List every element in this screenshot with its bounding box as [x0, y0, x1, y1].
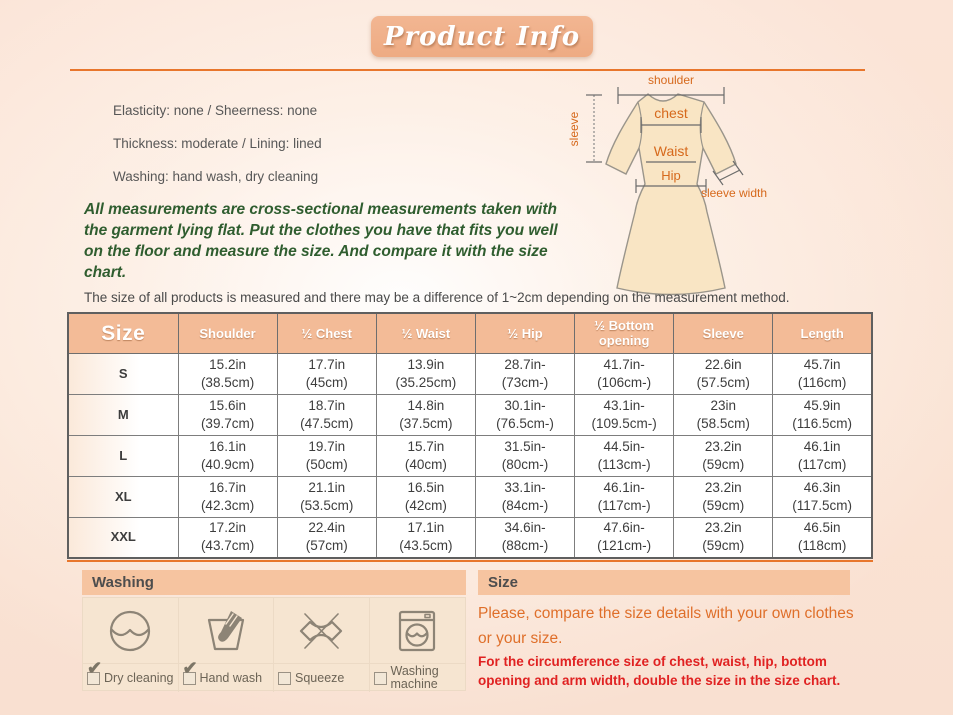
measurement-cell: 22.6in (57.5cm) — [674, 353, 773, 394]
measurement-cell: 46.5in (118cm) — [773, 517, 872, 558]
size-table-header-row — [68, 313, 872, 353]
size-table-body — [68, 353, 872, 558]
dry-cleaning-checkbox[interactable] — [87, 672, 100, 685]
measurement-cell: 15.7in (40cm) — [376, 435, 475, 476]
measurement-cell: 28.7in- (73cm-) — [475, 353, 574, 394]
squeeze-checkbox[interactable] — [278, 672, 291, 685]
measurement-cell: 14.8in (37.5cm) — [376, 394, 475, 435]
measurement-cell: 34.6in- (88cm-) — [475, 517, 574, 558]
washing-machine-label: Washing machine — [390, 664, 439, 691]
measurement-cell: 23.2in (59cm) — [674, 476, 773, 517]
measurement-cell: 15.6in (39.7cm) — [178, 394, 277, 435]
col-header-half-chest: ½ Chest — [277, 313, 376, 353]
size-table-row — [68, 353, 872, 394]
size-label-cell: XXL — [68, 517, 178, 558]
measurement-cell: 13.9in (35.25cm) — [376, 353, 475, 394]
measurement-cell: 31.5in- (80cm-) — [475, 435, 574, 476]
hand-wash-cell — [179, 598, 275, 664]
squeeze-cell — [274, 598, 370, 664]
measurement-cell: 17.1in (43.5cm) — [376, 517, 475, 558]
size-label-cell: XL — [68, 476, 178, 517]
washing-machine-checkbox[interactable] — [374, 672, 387, 685]
measurement-note: All measurements are cross-sectional measurements taken with the garment lying flat. Put the clothes you have that fits you well on the floor and measure the size. And compare it with the size chart. — [84, 201, 558, 281]
sleeve-width-label: sleeve width — [700, 186, 768, 200]
size-table-row — [68, 435, 872, 476]
header-divider — [70, 69, 865, 71]
measurement-cell: 46.1in (117cm) — [773, 435, 872, 476]
size-table-row — [68, 476, 872, 517]
measurement-cell: 44.5in- (113cm-) — [575, 435, 674, 476]
chest-label: chest — [654, 105, 688, 121]
measurement-cell: 19.7in (50cm) — [277, 435, 376, 476]
dress-diagram-svg — [556, 72, 791, 297]
size-label-cell: L — [68, 435, 178, 476]
sleeve-label: sleeve — [567, 111, 581, 147]
shoulder-label: shoulder — [647, 73, 695, 87]
measurement-cell: 15.2in (38.5cm) — [178, 353, 277, 394]
measurement-cell: 16.7in (42.3cm) — [178, 476, 277, 517]
washing-machine-cell — [370, 598, 466, 664]
col-header-sleeve: Sleeve — [674, 313, 773, 353]
measurement-cell: 23.2in (59cm) — [674, 517, 773, 558]
measurement-cell: 21.1in (53.5cm) — [277, 476, 376, 517]
measurement-cell: 46.3in (117.5cm) — [773, 476, 872, 517]
dress-measurement-diagram — [556, 72, 791, 297]
measurement-cell: 43.1in- (109.5cm-) — [575, 394, 674, 435]
measurement-cell: 46.1in- (117cm-) — [575, 476, 674, 517]
size-compare-note: Please, compare the size details with your own clothes or your size. — [478, 605, 854, 647]
hand-wash-label: Hand wash — [199, 670, 263, 685]
squeeze-label: Squeeze — [295, 670, 345, 685]
measurement-cell: 17.2in (43.7cm) — [178, 517, 277, 558]
thickness-lining-line: Thickness: moderate / Lining: lined — [113, 136, 322, 151]
size-label-cell: S — [68, 353, 178, 394]
col-header-length: Length — [773, 313, 872, 353]
measurement-cell: 16.5in (42cm) — [376, 476, 475, 517]
measurement-cell: 47.6in- (121cm-) — [575, 517, 674, 558]
measurement-cell: 45.9in (116.5cm) — [773, 394, 872, 435]
col-header-half-bottom-opening: ½ Bottom opening — [575, 313, 674, 353]
measurement-cell: 18.7in (47.5cm) — [277, 394, 376, 435]
washing-machine-icon — [393, 607, 441, 655]
squeeze-label-cell — [274, 664, 370, 692]
size-table-row — [68, 394, 872, 435]
measurement-cell: 16.1in (40.9cm) — [178, 435, 277, 476]
fabric-details — [113, 104, 322, 203]
size-table-row — [68, 517, 872, 558]
measurement-cell: 30.1in- (76.5cm-) — [475, 394, 574, 435]
measurement-cell: 22.4in (57cm) — [277, 517, 376, 558]
measurement-cell: 33.1in- (84cm-) — [475, 476, 574, 517]
measurement-cell: 41.7in- (106cm-) — [575, 353, 674, 394]
dry-cleaning-icon — [106, 607, 154, 655]
size-title: Size — [488, 574, 519, 591]
dry-cleaning-cell — [83, 598, 179, 664]
hip-label: Hip — [661, 168, 681, 183]
hand-wash-checkbox[interactable] — [183, 672, 196, 685]
washing-machine-label-cell — [370, 664, 466, 692]
title-banner — [371, 16, 593, 57]
elasticity-sheerness-line: Elasticity: none / Sheerness: none — [113, 103, 318, 118]
washing-title: Washing — [92, 574, 154, 591]
page-title: Product Info — [383, 21, 581, 52]
size-label-cell: M — [68, 394, 178, 435]
dry-cleaning-label-cell — [83, 664, 179, 692]
col-header-half-hip: ½ Hip — [475, 313, 574, 353]
col-header-half-waist: ½ Waist — [376, 313, 475, 353]
col-header-size: Size — [68, 313, 178, 353]
washing-section-header — [82, 570, 466, 595]
dry-cleaning-label: Dry cleaning — [104, 670, 174, 685]
size-table — [67, 312, 873, 559]
washing-line: Washing: hand wash, dry cleaning — [113, 169, 319, 184]
size-section-header — [478, 570, 850, 595]
washing-care-grid — [82, 597, 466, 691]
hand-wash-label-cell — [179, 664, 275, 692]
measurement-cell: 17.7in (45cm) — [277, 353, 376, 394]
col-header-shoulder: Shoulder — [178, 313, 277, 353]
size-circumference-note: For the circumference size of chest, waist, hip, bottom opening and arm width, double the size in the size chart. — [478, 654, 841, 688]
waist-label: Waist — [653, 143, 689, 159]
squeeze-icon — [297, 607, 345, 655]
sleeve-width-line — [720, 170, 740, 180]
measurement-cell: 23in (58.5cm) — [674, 394, 773, 435]
measurement-cell: 45.7in (116cm) — [773, 353, 872, 394]
measurement-cell: 23.2in (59cm) — [674, 435, 773, 476]
hand-wash-icon — [202, 607, 250, 655]
tolerance-note: The size of all products is measured and there may be a difference of 1~2cm depending on the measurement method. — [84, 290, 790, 305]
table-bottom-divider — [67, 560, 873, 562]
